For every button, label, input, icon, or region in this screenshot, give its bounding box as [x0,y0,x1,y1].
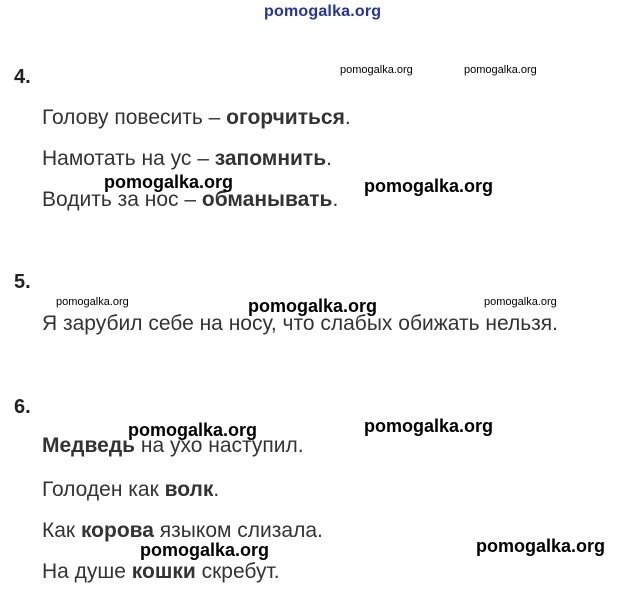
watermark: pomogalka.org [464,64,537,76]
sentence-text: на ухо наступил. [135,434,304,457]
sentence-text: Голоден как [42,478,165,501]
sentence-answer: Медведь [42,434,136,457]
sentence-answer: запомнить [214,147,327,170]
sentence-text: . [326,147,332,170]
sentence-text: Как [42,519,81,542]
sentence-text: Водить за нос – [42,188,202,211]
section-number: 6. [14,396,31,418]
sentence-text: Голову повесить – [42,106,227,129]
sentence [42,434,304,458]
section-number: 5. [14,271,31,293]
watermark: pomogalka.org [104,172,234,192]
watermark: pomogalka.org [340,64,413,76]
watermark-header: pomogalka.org [264,3,382,20]
sentence-text: . [344,106,351,129]
sentence [42,560,280,584]
sentence [42,478,219,502]
sentence-text: На душе [42,560,132,583]
watermark: pomogalka.org [476,536,606,556]
sentence-answer: кошки [131,560,196,583]
sentence-text: языком слизала. [153,519,323,542]
sentence-text: . [213,478,220,501]
watermark: pomogalka.org [364,416,494,436]
watermark: pomogalka.org [128,420,258,440]
watermark: pomogalka.org [364,176,494,196]
sentence-answer: корова [80,519,154,542]
sentence [42,147,332,171]
sentence-text: Я зарубил себе на носу, что слабых обижать нельзя. [42,312,558,335]
watermark: pomogalka.org [248,296,378,316]
sentence-answer: огорчиться [226,106,345,129]
sentence-answer: волк [164,478,214,501]
sentence-answer: обманывать [201,188,333,211]
section-number: 4. [14,66,31,88]
watermark: pomogalka.org [140,540,270,560]
sentence-text: . [332,188,339,211]
sentence [42,106,351,130]
sentence-text: скребут. [195,560,280,583]
sentence-text: Намотать на ус – [42,147,215,170]
watermark: pomogalka.org [484,296,557,308]
watermark: pomogalka.org [56,296,129,308]
